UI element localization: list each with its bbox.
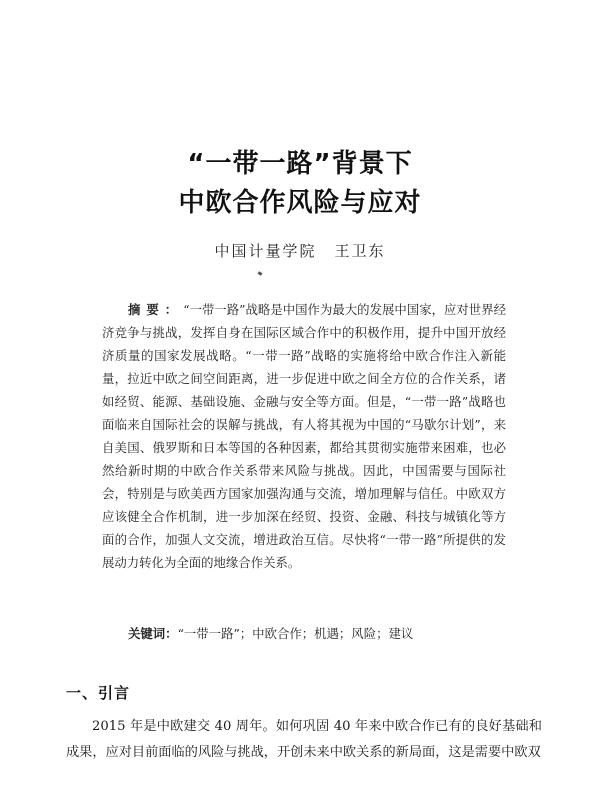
abstract-label: 摘要： — [128, 302, 184, 317]
author-name: 王卫东 — [334, 242, 386, 260]
abstract-text: “一带一路”战略是中国作为最大的发展中国家，应对世界经济竞争与挑战，发挥自身在国际区域合作中的积极作用，提升中国开放经济质量的国家发展战略。“一带一路”战略的实施将给中欧合作注入新能量，拉近中欧之间空间距离，进一步促进中欧之间全方位的合作关系，诸如经贸、能源、基础设施、金融与安全等方面。但是，“一带一路”战略也面临来自国际社会的误解与挑战，有人将其视为中国的“马歇尔计划”，来自美国、俄罗斯和日本等国的各种因素，都给其贯彻实施带来困难，也必然给新时期的中欧合作关系带来风险与挑战。因此，中国需要与国际社会，特别是与欧美西方国家加强沟通与交流，增加理解与信任。中欧双方应该健全合作机制，进一步加深在经贸、投资、金融、科技与城镇化等方面的合作，加强人文交流，增进政治互信。尽快将“一带一路”所提供的发展动力转化为全面的地缘合作关系。 — [102, 302, 507, 570]
keywords-line — [128, 624, 413, 642]
author-byline — [0, 240, 600, 261]
keywords-label: 关键词： — [128, 626, 178, 641]
keywords-text: “一带一路”；中欧合作；机遇；风险；建议 — [177, 626, 414, 641]
introduction-text: 2015 年是中欧建交 40 周年。如何巩固 40 年来中欧合作已有的良好基础和成果，应对目前面临的风险与挑战，开创未来中欧关系的新局面，这是需要中欧双 — [66, 719, 542, 760]
section-heading-introduction: 一、引言 — [66, 684, 131, 702]
author-affiliation: 中国计量学院 — [214, 242, 317, 260]
paper-title-line-2: 中欧合作风险与应对 — [178, 188, 422, 218]
abstract-block — [102, 298, 506, 574]
paper-title-line-1: “一带一路”背景下 — [187, 149, 413, 179]
introduction-paragraph — [66, 714, 542, 766]
stray-mark — [258, 271, 263, 276]
